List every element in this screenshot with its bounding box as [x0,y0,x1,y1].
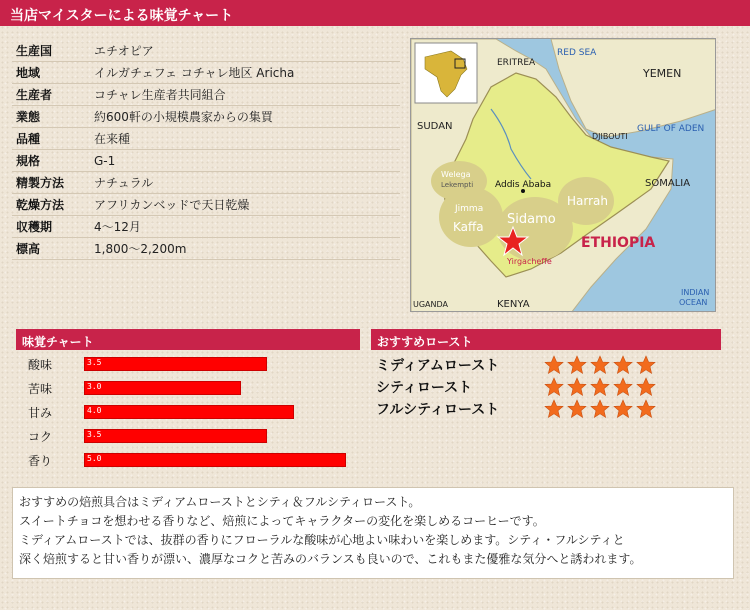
star-rating [544,355,656,375]
star-rating [544,377,656,397]
taste-bar-track [84,405,354,419]
star-icon [544,399,564,419]
spec-value: G-1 [94,153,116,168]
label-somalia: SOMALIA [645,178,691,189]
spec-value: コチャレ生産者共同組合 [94,88,226,102]
star-icon [636,377,656,397]
label-harrah: Harrah [567,194,608,208]
taste-bar-track [84,357,354,371]
taste-row [28,400,358,424]
spec-value: 在来種 [94,132,131,146]
label-addis-ababa: Addis Ababa [495,180,552,190]
taste-value: 3.5 [87,358,102,367]
star-icon [613,399,633,419]
spec-label: 品種 [16,132,41,146]
taste-label: 香り [28,453,53,468]
spec-value: 4〜12月 [94,220,141,234]
spec-value: イルガチェフェ コチャレ地区 Aricha [94,66,295,80]
roast-header [371,329,721,350]
star-icon [544,377,564,397]
roast-row [376,354,696,376]
roast-name: フルシティロースト [376,402,500,418]
taste-label: 甘み [28,405,53,420]
comment-line: ミディアムローストでは、抜群の香りにフローラルな酸味が心地よい味わいを楽しめます。シティ・フルシティと [19,533,625,547]
comment-box [12,487,734,579]
label-kenya: KENYA [497,299,530,310]
label-uganda: UGANDA [413,300,449,309]
label-eritrea: ERITREA [497,58,536,68]
comment-line: 深く焙煎すると甘い香りが漂い、濃厚なコクと苦みのバランスも良いので、これもまた優雅な気分へと誘われます。 [19,552,642,566]
spec-label: 精製方法 [16,176,65,190]
star-icon [613,355,633,375]
label-sidamo: Sidamo [507,212,556,227]
taste-label: 苦味 [28,381,53,396]
star-icon [636,399,656,419]
spec-row [12,172,400,194]
star-icon [567,399,587,419]
spec-value: アフリカンベッドで天日乾燥 [94,198,250,212]
star-icon [567,377,587,397]
label-yirgacheffe: Yirgacheffe [507,257,552,266]
taste-bar-track [84,429,354,443]
spec-label: 乾燥方法 [16,198,65,212]
label-lekempti: Lekempti [441,181,474,189]
label-indian: INDIAN [681,288,710,297]
spec-row [12,62,400,84]
label-jimma: Jimma [455,204,484,214]
spec-row [12,40,400,62]
spec-label: 地域 [16,66,41,80]
taste-bar [84,453,346,467]
taste-row [28,424,358,448]
spec-row [12,84,400,106]
spec-row [12,150,400,172]
taste-label: コク [28,429,53,444]
taste-chart-title: 味覚チャート [22,335,94,349]
taste-row [28,448,358,472]
star-icon [590,355,610,375]
taste-bar [84,405,294,419]
kaffa-region [439,187,503,247]
star-icon [636,355,656,375]
spec-row [12,106,400,128]
roast-row [376,376,696,398]
spec-label: 生産者 [16,88,53,102]
taste-bar [84,429,267,443]
page-title-bar [0,0,750,26]
roast-title: おすすめロースト [377,335,473,349]
taste-value: 5.0 [87,454,102,463]
label-ocean: OCEAN [679,298,708,307]
taste-value: 4.0 [87,406,102,415]
taste-bar [84,381,241,395]
page-title: 当店マイスターによる味覚チャート [10,8,234,24]
star-icon [567,355,587,375]
star-icon [613,377,633,397]
star-icon [590,377,610,397]
spec-row [12,128,400,150]
spec-value: ナチュラル [94,176,154,190]
spec-value: 1,800〜2,200m [94,242,187,256]
ethiopia-map [410,38,716,312]
taste-row [28,352,358,376]
label-sudan: SUDAN [417,121,453,132]
spec-value: 約600軒の小規模農家からの集買 [94,110,273,124]
map-svg [411,39,716,312]
spec-row [12,216,400,238]
label-kaffa: Kaffa [453,220,484,234]
label-ethiopia: ETHIOPIA [581,235,656,251]
spec-row [12,238,400,260]
star-icon [590,399,610,419]
comment-line: おすすめの焙煎具合はミディアムローストとシティ＆フルシティロースト。 [19,495,421,509]
roast-row [376,398,696,420]
roast-name: ミディアムロースト [376,358,500,374]
taste-value: 3.0 [87,382,102,391]
spec-value: エチオピア [94,44,154,58]
taste-bar-track [84,381,354,395]
taste-bar-track [84,453,354,467]
spec-label: 生産国 [16,44,53,58]
spec-row [12,194,400,216]
spec-table [12,40,400,260]
spec-label: 規格 [16,154,41,168]
taste-row [28,376,358,400]
taste-chart [28,352,358,472]
taste-chart-header [16,329,360,350]
taste-value: 3.5 [87,430,102,439]
label-red-sea: RED SEA [557,48,597,58]
label-gulf-of-aden: GULF OF ADEN [637,124,705,134]
star-icon [544,355,564,375]
roast-name: シティロースト [376,380,473,396]
taste-label: 酸味 [28,357,53,372]
spec-label: 収穫期 [16,220,53,234]
label-yemen: YEMEN [643,67,682,80]
label-djibouti: DJIBOUTI [592,132,628,141]
taste-bar [84,357,267,371]
spec-label: 標高 [16,242,41,256]
star-rating [544,399,656,419]
comment-line: スイートチョコを想わせる香りなど、焙煎によってキャラクターの変化を楽しめるコーヒーです。 [19,514,545,528]
roast-list [376,354,696,420]
label-welega: Welega [441,170,471,179]
spec-label: 業態 [16,110,41,124]
